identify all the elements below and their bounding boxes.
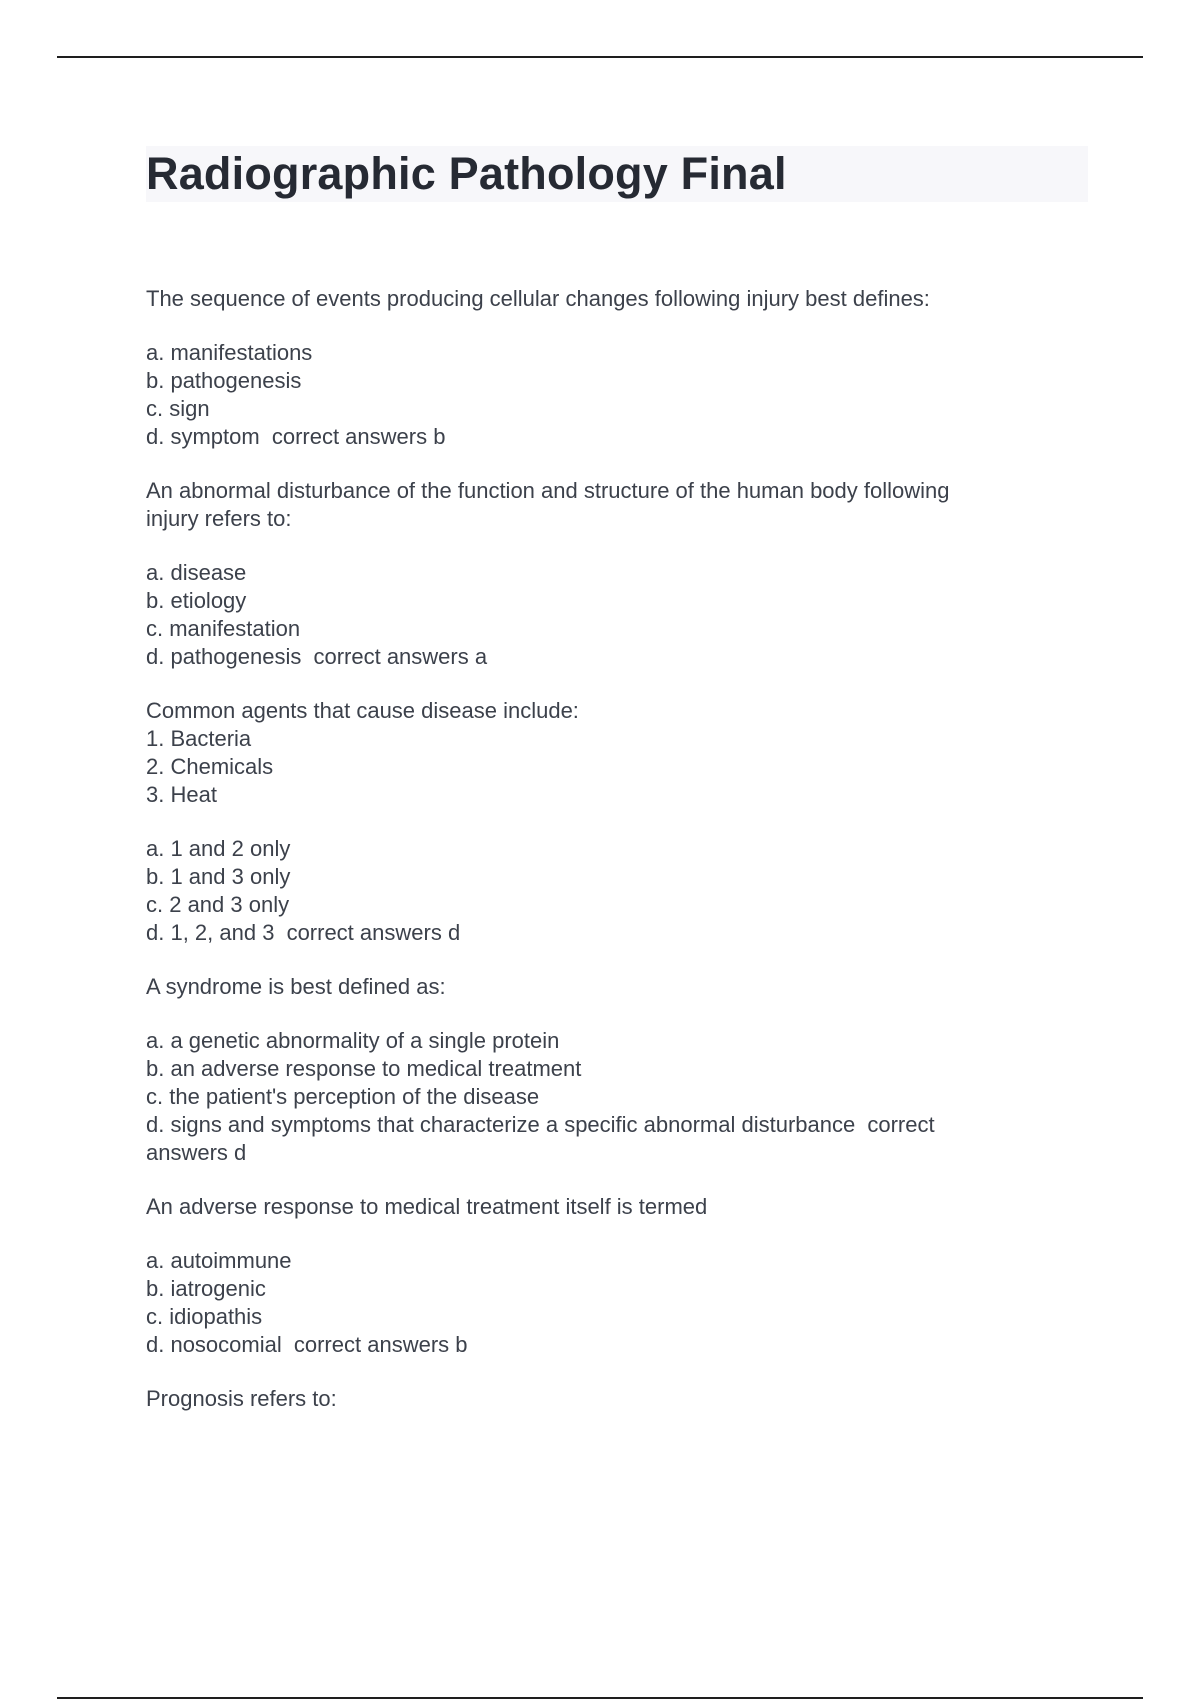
correct-answer-continued: answers d bbox=[146, 1140, 247, 1165]
question-item-3: 3. Heat bbox=[146, 782, 217, 807]
option-list bbox=[146, 835, 1046, 947]
correct-answer: correct answers d bbox=[286, 920, 461, 945]
correct-answer: correct answers b bbox=[271, 424, 446, 449]
question-prompt-continued: injury refers to: bbox=[146, 506, 292, 531]
option-d-with-answer bbox=[146, 643, 1046, 671]
option-b: b. iatrogenic bbox=[146, 1276, 266, 1301]
option-d-with-answer bbox=[146, 1331, 1046, 1359]
question-prompt: The sequence of events producing cellular changes following injury best defines: bbox=[146, 286, 930, 311]
option-b: b. etiology bbox=[146, 588, 247, 613]
question-block bbox=[146, 973, 1046, 1167]
option-d-with-answer bbox=[146, 423, 1046, 451]
correct-answer: correct answers b bbox=[293, 1332, 468, 1357]
option-d: d. 1, 2, and 3 bbox=[146, 920, 275, 945]
document-title: Radiographic Pathology Final bbox=[146, 148, 787, 199]
option-d: d. nosocomial bbox=[146, 1332, 282, 1357]
bottom-rule bbox=[57, 1697, 1143, 1699]
option-c: c. manifestation bbox=[146, 616, 301, 641]
question-prompt: Common agents that cause disease include: bbox=[146, 698, 579, 723]
option-a: a. manifestations bbox=[146, 340, 313, 365]
option-c: c. sign bbox=[146, 396, 210, 421]
option-list bbox=[146, 1027, 1046, 1167]
option-d: d. pathogenesis bbox=[146, 644, 302, 669]
question-item-2: 2. Chemicals bbox=[146, 754, 274, 779]
option-d: d. symptom bbox=[146, 424, 260, 449]
correct-answer: correct bbox=[867, 1112, 935, 1137]
option-d-with-answer bbox=[146, 1111, 1046, 1139]
top-rule bbox=[57, 56, 1143, 58]
correct-answer: correct answers a bbox=[313, 644, 488, 669]
option-a: a. autoimmune bbox=[146, 1248, 292, 1273]
question-block bbox=[146, 697, 1046, 947]
question-block bbox=[146, 477, 1046, 671]
option-b: b. pathogenesis bbox=[146, 368, 302, 393]
option-a: a. a genetic abnormality of a single protein bbox=[146, 1028, 560, 1053]
option-d-with-answer bbox=[146, 919, 1046, 947]
option-d: d. signs and symptoms that characterize a specific abnormal disturbance bbox=[146, 1112, 856, 1137]
option-c: c. idiopathis bbox=[146, 1304, 263, 1329]
question-prompt: Prognosis refers to: bbox=[146, 1386, 337, 1411]
question-block bbox=[146, 1193, 1046, 1359]
option-c: c. 2 and 3 only bbox=[146, 892, 290, 917]
question-prompt: An abnormal disturbance of the function and structure of the human body following bbox=[146, 478, 950, 503]
question-block bbox=[146, 285, 1046, 451]
question-item-1: 1. Bacteria bbox=[146, 726, 252, 751]
option-b: b. 1 and 3 only bbox=[146, 864, 291, 889]
question-list bbox=[146, 285, 1046, 1439]
option-a: a. 1 and 2 only bbox=[146, 836, 291, 861]
option-b: b. an adverse response to medical treatment bbox=[146, 1056, 582, 1081]
question-block bbox=[146, 1385, 1046, 1413]
question-prompt: A syndrome is best defined as: bbox=[146, 974, 446, 999]
option-list bbox=[146, 1247, 1046, 1359]
option-list bbox=[146, 559, 1046, 671]
option-list bbox=[146, 339, 1046, 451]
option-c: c. the patient's perception of the disease bbox=[146, 1084, 540, 1109]
option-a: a. disease bbox=[146, 560, 247, 585]
question-prompt: An adverse response to medical treatment itself is termed bbox=[146, 1194, 708, 1219]
